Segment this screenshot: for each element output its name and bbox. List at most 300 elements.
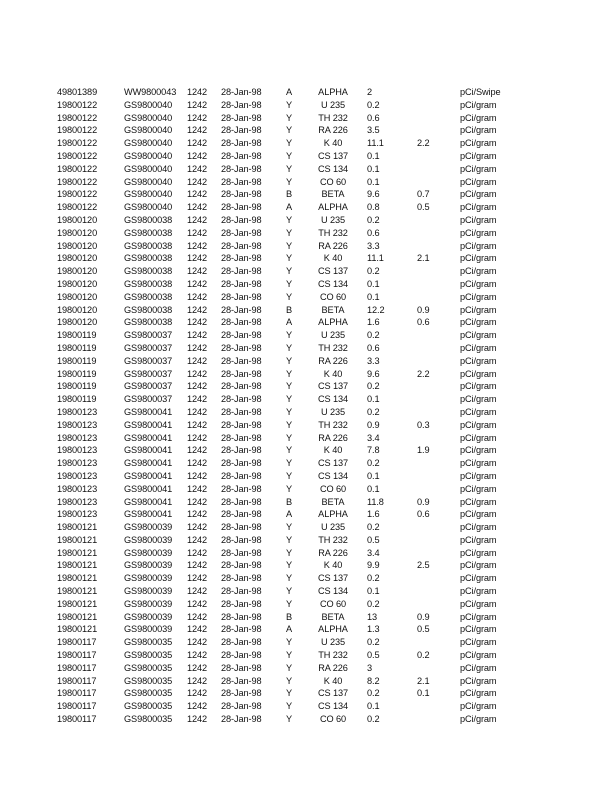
site-code-cell: 1242 (187, 163, 208, 174)
sample-date-cell: 28-Jan-98 (221, 547, 262, 558)
sample-id-cell: 19800123 (57, 432, 98, 443)
sample-id-cell: 19800119 (57, 342, 97, 353)
sample-date-cell: 28-Jan-98 (221, 483, 262, 494)
nuclide-cell: U 235 (320, 522, 346, 533)
sample-id-cell: 19800123 (57, 483, 98, 494)
error-value-cell: 2.5 (417, 560, 430, 571)
site-code-cell: 1242 (187, 560, 208, 571)
nuclide-cell: K 40 (323, 445, 343, 456)
error-value-cell: 0.9 (417, 304, 430, 315)
sample-id-cell: 19800121 (57, 560, 98, 571)
table-row (0, 649, 611, 662)
table-row (0, 470, 611, 483)
result-value-cell: 3.3 (367, 355, 380, 366)
nuclide-cell: CS 137 (317, 381, 349, 392)
sample-code-cell: GS9800038 (124, 266, 173, 277)
unit-cell: pCi/gram (460, 662, 497, 673)
unit-cell: pCi/gram (460, 125, 497, 136)
unit-cell: pCi/gram (460, 496, 497, 507)
analysis-type-cell: Y (285, 381, 293, 392)
nuclide-cell: K 40 (323, 560, 343, 571)
sample-id-cell: 19800120 (57, 253, 98, 264)
sample-code-cell: GS9800041 (124, 470, 173, 481)
sample-date-cell: 28-Jan-98 (221, 176, 262, 187)
site-code-cell: 1242 (187, 278, 208, 289)
sample-code-cell: GS9800038 (124, 253, 173, 264)
nuclide-cell: TH 232 (318, 650, 348, 661)
result-value-cell: 0.1 (367, 394, 380, 405)
site-code-cell: 1242 (187, 214, 208, 225)
result-value-cell: 3.4 (367, 432, 380, 443)
table-row (0, 508, 611, 521)
sample-date-cell: 28-Jan-98 (221, 509, 262, 520)
result-value-cell: 9.6 (367, 189, 380, 200)
sample-id-cell: 19800121 (57, 547, 98, 558)
nuclide-cell: CS 134 (317, 586, 349, 597)
table-row (0, 252, 611, 265)
unit-cell: pCi/gram (460, 483, 497, 494)
sample-id-cell: 19800117 (57, 688, 97, 699)
result-value-cell: 0.5 (367, 534, 380, 545)
analysis-type-cell: Y (285, 150, 293, 161)
site-code-cell: 1242 (187, 496, 208, 507)
sample-date-cell: 28-Jan-98 (221, 240, 262, 251)
unit-cell: pCi/gram (460, 163, 497, 174)
site-code-cell: 1242 (187, 701, 208, 712)
nuclide-cell: CO 60 (319, 176, 347, 187)
sample-date-cell: 28-Jan-98 (221, 598, 262, 609)
table-row (0, 496, 611, 509)
unit-cell: pCi/gram (460, 624, 497, 635)
error-value-cell: 1.9 (417, 445, 430, 456)
unit-cell: pCi/gram (460, 432, 497, 443)
result-value-cell: 0.2 (367, 381, 380, 392)
nuclide-cell: U 235 (320, 99, 346, 110)
sample-id-cell: 19800123 (57, 509, 98, 520)
site-code-cell: 1242 (187, 138, 208, 149)
site-code-cell: 1242 (187, 522, 208, 533)
sample-id-cell: 49801389 (57, 87, 98, 97)
sample-code-cell: GS9800041 (124, 432, 173, 443)
nuclide-cell: ALPHA (318, 624, 348, 635)
sample-date-cell: 28-Jan-98 (221, 138, 262, 149)
nuclide-cell: BETA (321, 611, 345, 622)
sample-id-cell: 19800121 (57, 611, 98, 622)
unit-cell: pCi/gram (460, 714, 497, 725)
error-value-cell: 0.3 (417, 419, 430, 430)
result-value-cell: 12.2 (367, 304, 385, 315)
nuclide-cell: BETA (321, 496, 345, 507)
sample-code-cell: GS9800040 (124, 163, 173, 174)
unit-cell: pCi/gram (460, 240, 497, 251)
nuclide-cell: CS 137 (317, 573, 349, 584)
unit-cell: pCi/gram (460, 253, 497, 264)
sample-date-cell: 28-Jan-98 (221, 368, 262, 379)
result-value-cell: 0.2 (367, 214, 380, 225)
unit-cell: pCi/gram (460, 317, 497, 328)
result-value-cell: 1.6 (367, 509, 380, 520)
result-value-cell: 0.9 (367, 419, 380, 430)
analysis-type-cell: Y (285, 163, 293, 174)
error-value-cell: 2.1 (417, 253, 430, 264)
result-value-cell: 0.5 (367, 650, 380, 661)
table-row (0, 432, 611, 445)
sample-id-cell: 19800122 (57, 150, 98, 161)
error-value-cell: 0.5 (417, 624, 430, 635)
analysis-type-cell: A (285, 509, 293, 520)
sample-date-cell: 28-Jan-98 (221, 99, 262, 110)
sample-id-cell: 19800120 (57, 304, 98, 315)
site-code-cell: 1242 (187, 509, 208, 520)
site-code-cell: 1242 (187, 330, 208, 341)
result-value-cell: 8.2 (367, 675, 380, 686)
unit-cell: pCi/gram (460, 547, 497, 558)
sample-date-cell: 28-Jan-98 (221, 381, 262, 392)
sample-date-cell: 28-Jan-98 (221, 87, 262, 97)
site-code-cell: 1242 (187, 406, 208, 417)
table-row (0, 598, 611, 611)
unit-cell: pCi/gram (460, 586, 497, 597)
analysis-type-cell: Y (285, 291, 293, 302)
unit-cell: pCi/gram (460, 611, 497, 622)
sample-code-cell: GS9800038 (124, 214, 173, 225)
result-value-cell: 3.3 (367, 240, 380, 251)
unit-cell: pCi/Swipe (460, 87, 501, 97)
sample-code-cell: GS9800041 (124, 483, 173, 494)
nuclide-cell: CS 137 (317, 458, 349, 469)
site-code-cell: 1242 (187, 662, 208, 673)
sample-date-cell: 28-Jan-98 (221, 419, 262, 430)
error-value-cell: 0.7 (417, 189, 430, 200)
nuclide-cell: CS 134 (317, 470, 349, 481)
table-row (0, 483, 611, 496)
nuclide-cell: CO 60 (319, 714, 347, 725)
analysis-type-cell: Y (285, 138, 293, 149)
table-row (0, 457, 611, 470)
result-value-cell: 0.1 (367, 586, 380, 597)
unit-cell: pCi/gram (460, 534, 497, 545)
site-code-cell: 1242 (187, 419, 208, 430)
sample-code-cell: GS9800035 (124, 675, 173, 686)
table-row (0, 201, 611, 214)
analysis-type-cell: B (285, 189, 293, 200)
site-code-cell: 1242 (187, 688, 208, 699)
site-code-cell: 1242 (187, 637, 208, 648)
error-value-cell: 0.6 (417, 317, 430, 328)
sample-id-cell: 19800123 (57, 419, 98, 430)
error-value-cell: 0.9 (417, 611, 430, 622)
table-row (0, 368, 611, 381)
nuclide-cell: CS 134 (317, 394, 349, 405)
error-value-cell: 0.6 (417, 509, 430, 520)
table-row (0, 636, 611, 649)
sample-id-cell: 19800119 (57, 330, 97, 341)
nuclide-cell: ALPHA (318, 317, 348, 328)
unit-cell: pCi/gram (460, 150, 497, 161)
result-value-cell: 0.2 (367, 458, 380, 469)
analysis-type-cell: Y (285, 355, 293, 366)
sample-id-cell: 19800120 (57, 214, 98, 225)
site-code-cell: 1242 (187, 381, 208, 392)
sample-id-cell: 19800120 (57, 278, 98, 289)
analysis-type-cell: Y (285, 458, 293, 469)
result-value-cell: 0.2 (367, 330, 380, 341)
sample-date-cell: 28-Jan-98 (221, 189, 262, 200)
site-code-cell: 1242 (187, 483, 208, 494)
unit-cell: pCi/gram (460, 189, 497, 200)
result-value-cell: 0.2 (367, 598, 380, 609)
analysis-type-cell: Y (285, 445, 293, 456)
sample-date-cell: 28-Jan-98 (221, 394, 262, 405)
sample-id-cell: 19800122 (57, 138, 98, 149)
sample-code-cell: GS9800039 (124, 534, 173, 545)
result-value-cell: 3 (367, 662, 373, 673)
result-value-cell: 1.3 (367, 624, 380, 635)
nuclide-cell: K 40 (323, 368, 343, 379)
unit-cell: pCi/gram (460, 368, 497, 379)
sample-date-cell: 28-Jan-98 (221, 650, 262, 661)
error-value-cell: 0.1 (417, 688, 430, 699)
nuclide-cell: BETA (321, 189, 345, 200)
table-row (0, 214, 611, 227)
table-row (0, 163, 611, 176)
sample-id-cell: 19800123 (57, 458, 98, 469)
nuclide-cell: TH 232 (318, 112, 348, 123)
sample-code-cell: GS9800035 (124, 701, 173, 712)
site-code-cell: 1242 (187, 317, 208, 328)
sample-code-cell: WW9800043 (124, 87, 177, 97)
result-value-cell: 0.1 (367, 150, 380, 161)
sample-date-cell: 28-Jan-98 (221, 701, 262, 712)
site-code-cell: 1242 (187, 291, 208, 302)
nuclide-cell: ALPHA (318, 87, 348, 97)
unit-cell: pCi/gram (460, 598, 497, 609)
sample-date-cell: 28-Jan-98 (221, 317, 262, 328)
sample-date-cell: 28-Jan-98 (221, 163, 262, 174)
site-code-cell: 1242 (187, 240, 208, 251)
unit-cell: pCi/gram (460, 214, 497, 225)
table-row (0, 444, 611, 457)
sample-date-cell: 28-Jan-98 (221, 432, 262, 443)
analysis-type-cell: Y (285, 342, 293, 353)
analysis-type-cell: Y (285, 701, 293, 712)
sample-code-cell: GS9800040 (124, 189, 173, 200)
site-code-cell: 1242 (187, 573, 208, 584)
analysis-type-cell: Y (285, 470, 293, 481)
result-value-cell: 0.2 (367, 99, 380, 110)
sample-id-cell: 19800122 (57, 189, 98, 200)
site-code-cell: 1242 (187, 586, 208, 597)
nuclide-cell: TH 232 (318, 227, 348, 238)
table-row (0, 112, 611, 125)
sample-code-cell: GS9800040 (124, 176, 173, 187)
analysis-type-cell: Y (285, 483, 293, 494)
sample-code-cell: GS9800035 (124, 714, 173, 725)
result-value-cell: 2 (367, 87, 373, 97)
result-value-cell: 0.2 (367, 522, 380, 533)
unit-cell: pCi/gram (460, 522, 497, 533)
analysis-type-cell: Y (285, 650, 293, 661)
sample-code-cell: GS9800039 (124, 573, 173, 584)
analysis-type-cell: Y (285, 240, 293, 251)
sample-code-cell: GS9800035 (124, 637, 173, 648)
result-value-cell: 0.1 (367, 470, 380, 481)
sample-id-cell: 19800119 (57, 381, 97, 392)
result-value-cell: 0.2 (367, 266, 380, 277)
analysis-type-cell: Y (285, 176, 293, 187)
sample-id-cell: 19800121 (57, 522, 98, 533)
result-value-cell: 0.6 (367, 227, 380, 238)
sample-date-cell: 28-Jan-98 (221, 304, 262, 315)
sample-id-cell: 19800121 (57, 598, 98, 609)
sample-id-cell: 19800122 (57, 112, 98, 123)
sample-id-cell: 19800121 (57, 624, 98, 635)
site-code-cell: 1242 (187, 150, 208, 161)
table-row (0, 265, 611, 278)
analysis-type-cell: Y (285, 214, 293, 225)
nuclide-cell: CS 137 (317, 688, 349, 699)
analysis-type-cell: Y (285, 278, 293, 289)
sample-code-cell: GS9800040 (124, 138, 173, 149)
analysis-type-cell: Y (285, 637, 293, 648)
sample-date-cell: 28-Jan-98 (221, 150, 262, 161)
sample-code-cell: GS9800041 (124, 509, 173, 520)
sample-date-cell: 28-Jan-98 (221, 342, 262, 353)
sample-date-cell: 28-Jan-98 (221, 458, 262, 469)
table-row (0, 534, 611, 547)
sample-code-cell: GS9800038 (124, 304, 173, 315)
nuclide-cell: U 235 (320, 214, 346, 225)
table-row (0, 547, 611, 560)
sample-code-cell: GS9800040 (124, 150, 173, 161)
analysis-type-cell: Y (285, 368, 293, 379)
sample-date-cell: 28-Jan-98 (221, 445, 262, 456)
sample-date-cell: 28-Jan-98 (221, 675, 262, 686)
error-value-cell: 0.5 (417, 202, 430, 213)
analysis-type-cell: Y (285, 547, 293, 558)
nuclide-cell: RA 226 (318, 662, 348, 673)
analysis-type-cell: Y (285, 330, 293, 341)
table-row (0, 86, 611, 99)
unit-cell: pCi/gram (460, 138, 497, 149)
sample-code-cell: GS9800038 (124, 227, 173, 238)
result-value-cell: 0.6 (367, 342, 380, 353)
table-row (0, 611, 611, 624)
unit-cell: pCi/gram (460, 675, 497, 686)
unit-cell: pCi/gram (460, 470, 497, 481)
sample-code-cell: GS9800035 (124, 662, 173, 673)
nuclide-cell: RA 226 (318, 432, 348, 443)
nuclide-cell: K 40 (323, 675, 343, 686)
sample-date-cell: 28-Jan-98 (221, 470, 262, 481)
result-value-cell: 0.2 (367, 406, 380, 417)
unit-cell: pCi/gram (460, 509, 497, 520)
unit-cell: pCi/gram (460, 355, 497, 366)
result-value-cell: 1.6 (367, 317, 380, 328)
result-value-cell: 9.9 (367, 560, 380, 571)
table-row (0, 150, 611, 163)
analysis-type-cell: Y (285, 598, 293, 609)
result-value-cell: 3.4 (367, 547, 380, 558)
nuclide-cell: RA 226 (318, 125, 348, 136)
site-code-cell: 1242 (187, 112, 208, 123)
analysis-type-cell: B (285, 304, 293, 315)
sample-date-cell: 28-Jan-98 (221, 202, 262, 213)
table-row (0, 406, 611, 419)
analysis-type-cell: Y (285, 227, 293, 238)
sample-code-cell: GS9800041 (124, 419, 173, 430)
error-value-cell: 2.2 (417, 138, 430, 149)
result-value-cell: 0.1 (367, 291, 380, 302)
table-row (0, 380, 611, 393)
unit-cell: pCi/gram (460, 406, 497, 417)
site-code-cell: 1242 (187, 611, 208, 622)
sample-code-cell: GS9800035 (124, 688, 173, 699)
analysis-type-cell: Y (285, 253, 293, 264)
table-row (0, 675, 611, 688)
analysis-type-cell: Y (285, 586, 293, 597)
site-code-cell: 1242 (187, 125, 208, 136)
sample-id-cell: 19800120 (57, 317, 98, 328)
unit-cell: pCi/gram (460, 688, 497, 699)
site-code-cell: 1242 (187, 534, 208, 545)
unit-cell: pCi/gram (460, 573, 497, 584)
site-code-cell: 1242 (187, 355, 208, 366)
nuclide-cell: K 40 (323, 138, 343, 149)
result-value-cell: 0.1 (367, 278, 380, 289)
nuclide-cell: BETA (321, 304, 345, 315)
sample-date-cell: 28-Jan-98 (221, 112, 262, 123)
analysis-type-cell: B (285, 496, 293, 507)
nuclide-cell: RA 226 (318, 547, 348, 558)
analysis-type-cell: Y (285, 394, 293, 405)
sample-code-cell: GS9800037 (124, 330, 173, 341)
analysis-type-cell: Y (285, 522, 293, 533)
table-row (0, 559, 611, 572)
sample-code-cell: GS9800039 (124, 586, 173, 597)
unit-cell: pCi/gram (460, 176, 497, 187)
unit-cell: pCi/gram (460, 202, 497, 213)
error-value-cell: 0.9 (417, 496, 430, 507)
table-row (0, 572, 611, 585)
unit-cell: pCi/gram (460, 445, 497, 456)
sample-code-cell: GS9800037 (124, 394, 173, 405)
analysis-type-cell: Y (285, 125, 293, 136)
sample-date-cell: 28-Jan-98 (221, 522, 262, 533)
table-row (0, 329, 611, 342)
site-code-cell: 1242 (187, 624, 208, 635)
nuclide-cell: RA 226 (318, 240, 348, 251)
site-code-cell: 1242 (187, 432, 208, 443)
sample-date-cell: 28-Jan-98 (221, 214, 262, 225)
sample-code-cell: GS9800040 (124, 202, 173, 213)
site-code-cell: 1242 (187, 87, 208, 97)
sample-id-cell: 19800117 (57, 650, 97, 661)
table-row (0, 713, 611, 726)
sample-id-cell: 19800119 (57, 368, 97, 379)
result-value-cell: 0.1 (367, 163, 380, 174)
sample-date-cell: 28-Jan-98 (221, 266, 262, 277)
site-code-cell: 1242 (187, 675, 208, 686)
sample-code-cell: GS9800039 (124, 547, 173, 558)
site-code-cell: 1242 (187, 458, 208, 469)
analysis-type-cell: Y (285, 432, 293, 443)
unit-cell: pCi/gram (460, 112, 497, 123)
unit-cell: pCi/gram (460, 99, 497, 110)
unit-cell: pCi/gram (460, 394, 497, 405)
unit-cell: pCi/gram (460, 278, 497, 289)
sample-date-cell: 28-Jan-98 (221, 253, 262, 264)
